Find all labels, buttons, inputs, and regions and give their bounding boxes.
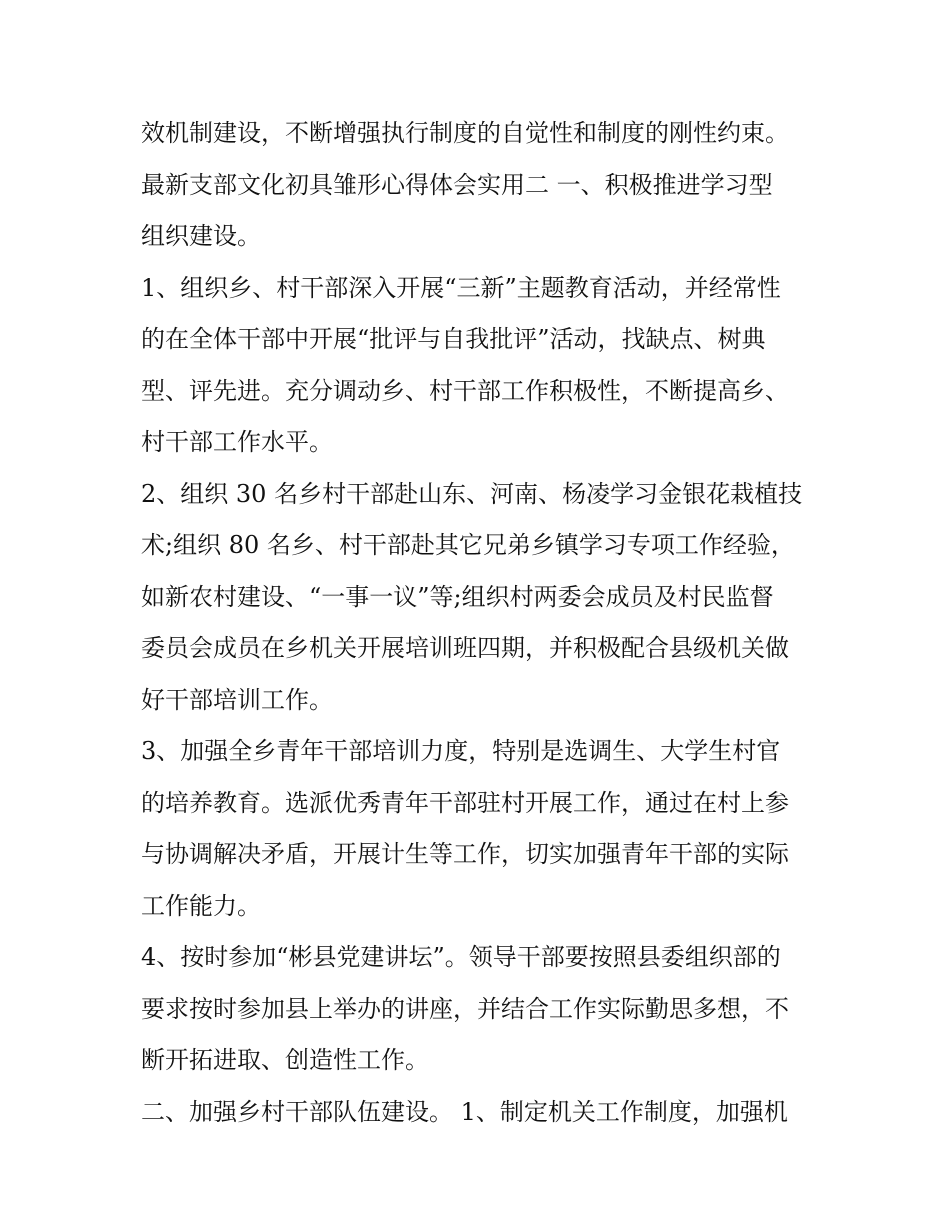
text-line: 要求按时参加县上举办的讲座，并结合工作实际勤思多想，不 (141, 994, 789, 1023)
document-page (141, 108, 831, 1138)
paragraph-heading-learning (141, 160, 831, 263)
text-line: 与协调解决矛盾，开展计生等工作，切实加强青年干部的实际 (141, 840, 789, 868)
paragraph-item-3 (141, 726, 831, 932)
text-line: 型、评先进。充分调动乡、村干部工作积极性，不断提高乡、 (141, 376, 789, 405)
text-line: 4、按时参加“彬县党建讲坛”。领导干部要按照县委组织部的 (141, 943, 781, 971)
text-line: 村干部工作水平。 (141, 428, 333, 456)
text-line: 好干部培训工作。 (141, 685, 333, 714)
text-line: 委员会成员在乡机关开展培训班四期，并积极配合县级机关做 (141, 634, 789, 662)
text-line: 工作能力。 (141, 891, 261, 920)
paragraph-item-1 (141, 263, 831, 469)
text-line: 最新支部文化初具雏形心得体会实用二 一、积极推进学习型 (141, 170, 773, 199)
text-line: 术;组织 80 名乡、村干部赴其它兄弟乡镇学习专项工作经验， (141, 531, 795, 559)
text-line: 1、组织乡、村干部深入开展“三新”主题教育活动，并经常性 (141, 273, 781, 302)
paragraph-heading-cadre (141, 1087, 831, 1139)
text-line: 3、加强全乡青年干部培训力度，特别是选调生、大学生村官 (141, 737, 781, 765)
paragraph-item-4 (141, 932, 831, 1087)
text-line: 2、组织 30 名乡村干部赴山东、河南、杨凌学习金银花栽植技 (141, 479, 803, 508)
text-line: 的在全体干部中开展“批评与自我批评”活动，找缺点、树典 (141, 325, 766, 353)
paragraph-item-2 (141, 469, 831, 727)
text-line: 断开拓进取、创造性工作。 (141, 1046, 429, 1074)
paragraph-mechanism (141, 108, 831, 160)
text-line: 组织建设。 (141, 222, 261, 250)
text-line: 如新农村建设、“一事一议”等;组织村两委会成员及村民监督 (141, 582, 774, 611)
text-line: 二、加强乡村干部队伍建设。 1、制定机关工作制度，加强机 (141, 1097, 788, 1126)
text-line: 的培养教育。选派优秀青年干部驻村开展工作，通过在村上参 (141, 788, 789, 817)
text-line: 效机制建设，不断增强执行制度的自觉性和制度的刚性约束。 (141, 119, 789, 147)
